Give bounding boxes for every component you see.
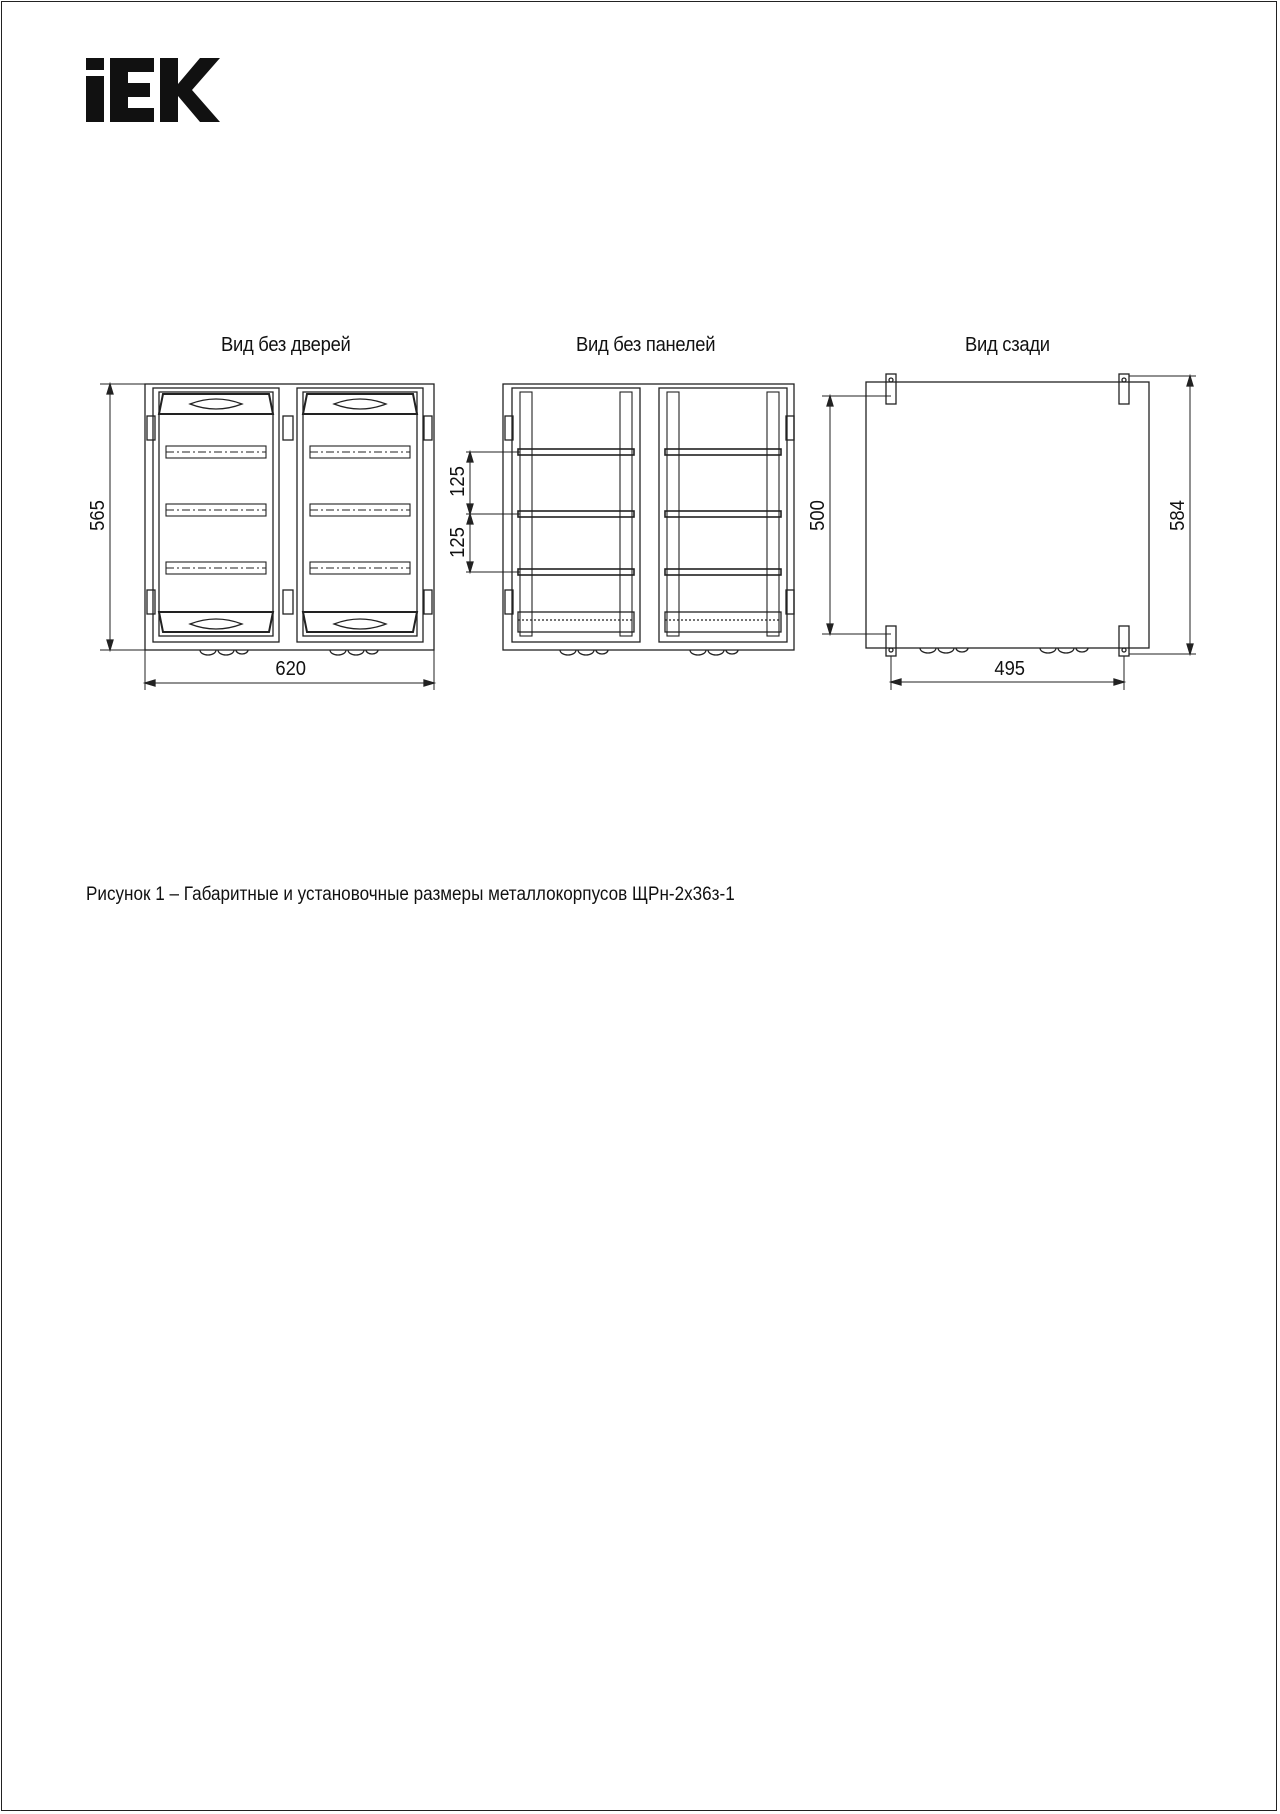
technical-drawing [0,0,1280,760]
rear-view [822,374,1196,690]
dim-rear-mount-width: 495 [994,658,1026,680]
view-title-front: Вид без дверей [221,334,351,356]
panels-view [466,384,794,655]
front-view [100,384,434,690]
dim-rail-spacing-bottom: 125 [447,527,470,558]
view-title-rear: Вид сзади [965,334,1050,356]
dim-rear-mount-height: 500 [807,500,830,531]
dim-front-height: 565 [87,500,110,531]
dim-front-width: 620 [275,658,307,680]
view-title-panels: Вид без панелей [576,334,716,356]
dim-rail-spacing-top: 125 [447,466,470,497]
dim-rear-total-height: 584 [1167,500,1190,531]
figure-caption: Рисунок 1 – Габаритные и установочные размеры металлокорпусов ЩРн-2х36з-1 [86,884,735,905]
